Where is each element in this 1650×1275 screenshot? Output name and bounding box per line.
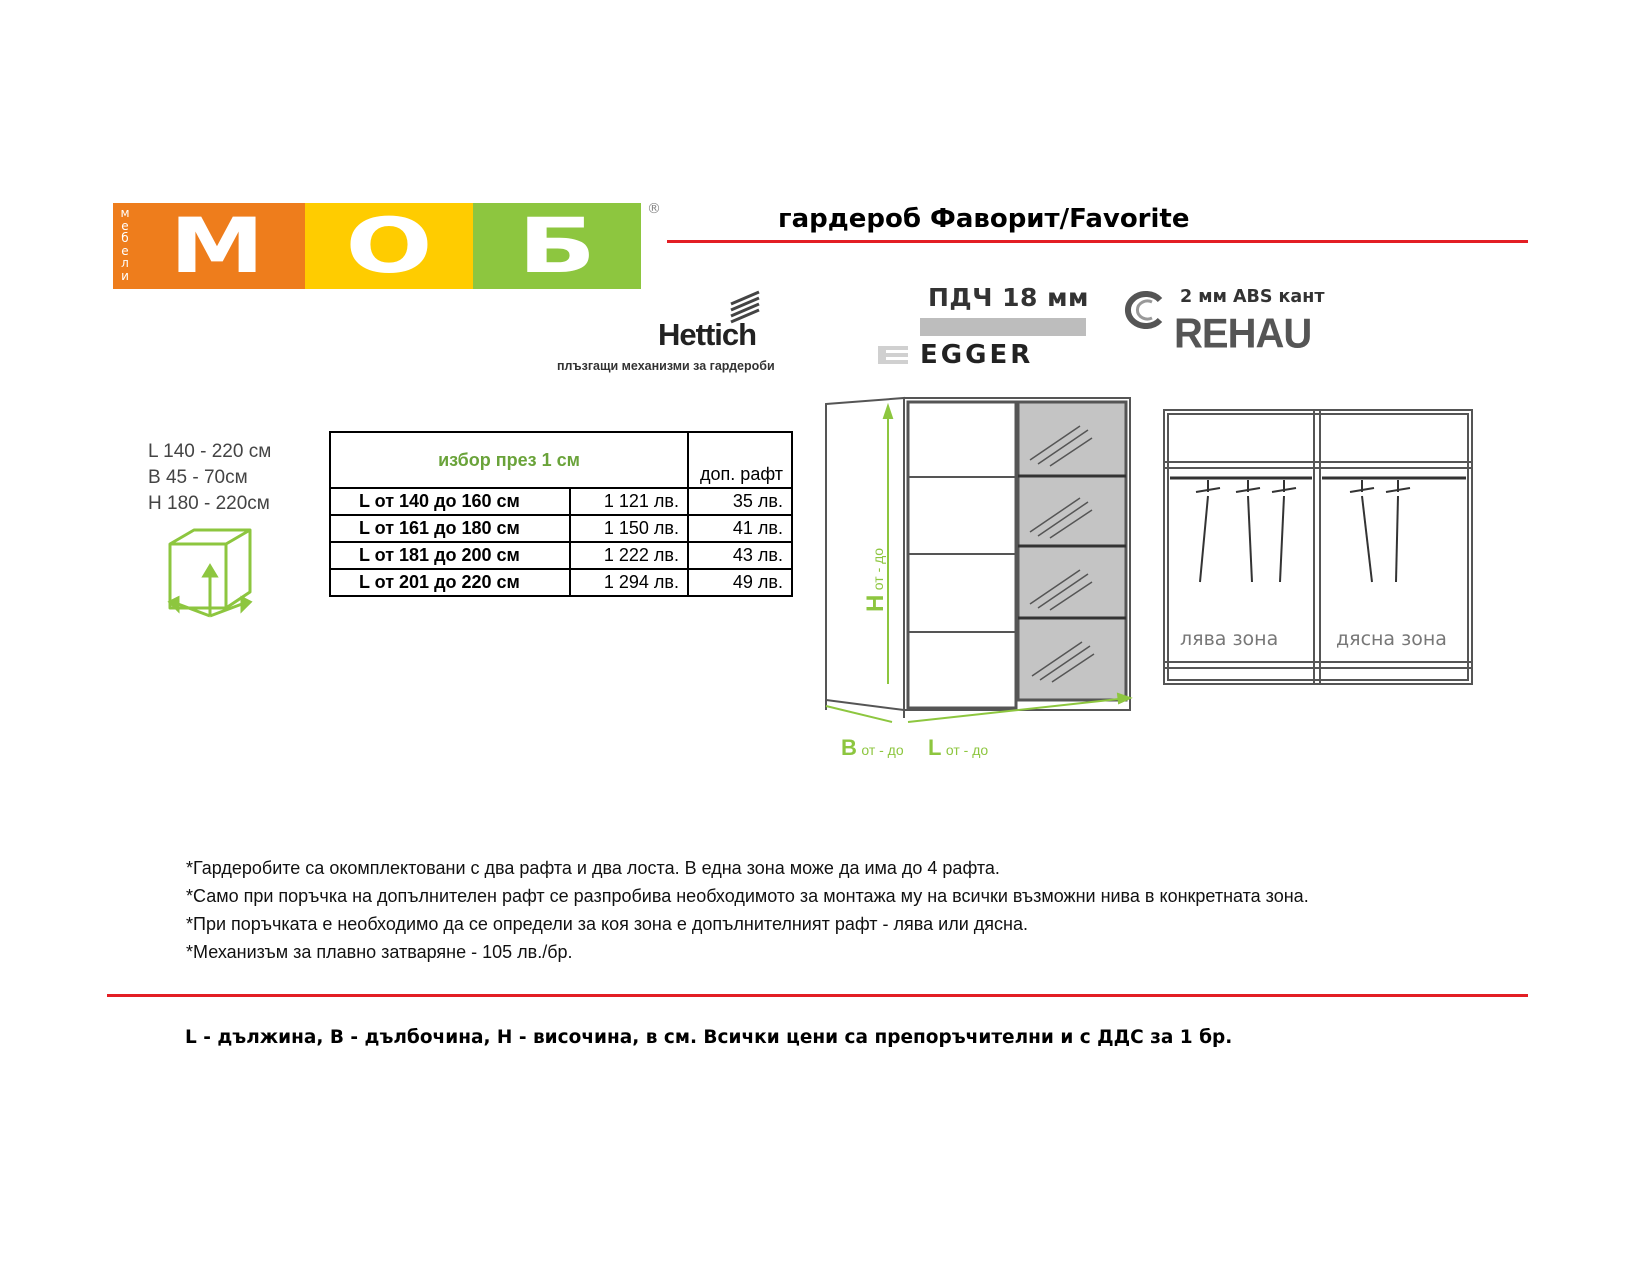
logo-vertical-letter: е xyxy=(121,218,129,233)
height-axis-label: H xyxy=(862,594,889,612)
footer-legend: L - дължина, B - дълбочина, H - височина, в см. Всички цени са препоръчителни и с ДДС за 1 бр. xyxy=(185,1027,1233,1048)
table-header-row xyxy=(330,432,792,488)
table-row xyxy=(330,488,792,515)
egger-e-icon xyxy=(878,346,908,364)
size-range-cell: L от 161 до 180 см xyxy=(330,515,570,542)
size-range-cell: L от 201 до 220 см xyxy=(330,569,570,596)
edge-spec: 2 мм ABS кант xyxy=(1180,287,1325,307)
height-range-label xyxy=(862,548,890,612)
table-row xyxy=(330,542,792,569)
registered-mark: ® xyxy=(647,201,661,217)
hettich-caption: плъзгащи механизми за гардероби xyxy=(557,359,775,373)
size-range-cell: L от 140 до 160 см xyxy=(330,488,570,515)
logo-letter-o: О xyxy=(345,201,433,290)
note-line: *Гардеробите са окомплектовани с два рафта и два лоста. В една зона може да има до 4 рафта. xyxy=(186,858,1000,878)
board-spec: ПДЧ 18 мм xyxy=(928,283,1089,312)
rehau-swirl-icon xyxy=(1122,290,1166,330)
dimensions-cube-icon xyxy=(164,526,256,620)
price-table xyxy=(329,431,793,597)
price-cell: 1 294 лв. xyxy=(570,569,688,596)
length-range-text: от - до xyxy=(945,742,989,758)
logo-letter-m: М xyxy=(169,201,265,290)
logo-vertical-letter: б xyxy=(121,231,129,245)
shelf-price-cell: 43 лв. xyxy=(688,542,792,569)
price-cell: 1 121 лв. xyxy=(570,488,688,515)
mob-logo xyxy=(113,201,661,290)
logo-letter-b: Б xyxy=(517,201,597,290)
left-zone-label: лява зона xyxy=(1180,628,1279,650)
note-line: *При поръчката е необходимо да се определи за коя зона е допълнителният рафт - лява или дясна. xyxy=(186,914,1028,934)
length-axis-label: L xyxy=(928,735,942,760)
length-range-label xyxy=(928,735,988,761)
shelf-price-cell: 41 лв. xyxy=(688,515,792,542)
rehau-logo: REHAU xyxy=(1174,310,1312,358)
depth-range-label xyxy=(841,735,904,761)
logo-vertical-letter: м xyxy=(120,206,130,220)
table-row xyxy=(330,515,792,542)
dimension-height: H 180 - 220см xyxy=(148,493,270,514)
price-cell: 1 150 лв. xyxy=(570,515,688,542)
shelf-price-cell: 49 лв. xyxy=(688,569,792,596)
logo-green-block xyxy=(473,203,641,289)
note-line: *Само при поръчка на допълнителен рафт се разпробива необходимото за монтажа му на всички възможни нива в конкретната зона. xyxy=(186,886,1309,906)
dimension-depth: B 45 - 70см xyxy=(148,467,248,488)
depth-range-text: от - до xyxy=(861,742,904,758)
egger-logo: EGGER xyxy=(920,340,1034,370)
note-line: *Механизъм за плавно затваряне - 105 лв./бр. xyxy=(186,942,573,962)
size-range-cell: L от 181 до 200 см xyxy=(330,542,570,569)
logo-vertical-letter: л xyxy=(121,256,129,270)
depth-axis-label: B xyxy=(841,735,857,760)
logo-vertical-letter: е xyxy=(121,243,129,258)
hettich-logo: Hettich xyxy=(658,317,757,352)
price-cell: 1 222 лв. xyxy=(570,542,688,569)
table-row xyxy=(330,569,792,596)
bottom-divider xyxy=(107,994,1528,997)
top-divider xyxy=(667,240,1528,243)
header-size-choice: избор през 1 см xyxy=(330,432,688,488)
height-range-text: от - до xyxy=(870,547,886,591)
header-extra-shelf: доп. рафт xyxy=(688,432,792,488)
dimension-length: L 140 - 220 см xyxy=(148,441,272,462)
page-title: гардероб Фаворит/Favorite xyxy=(778,204,1190,234)
egger-bar xyxy=(920,318,1086,336)
shelf-price-cell: 35 лв. xyxy=(688,488,792,515)
right-zone-label: дясна зона xyxy=(1336,628,1447,650)
logo-vertical-letter: и xyxy=(121,268,129,283)
